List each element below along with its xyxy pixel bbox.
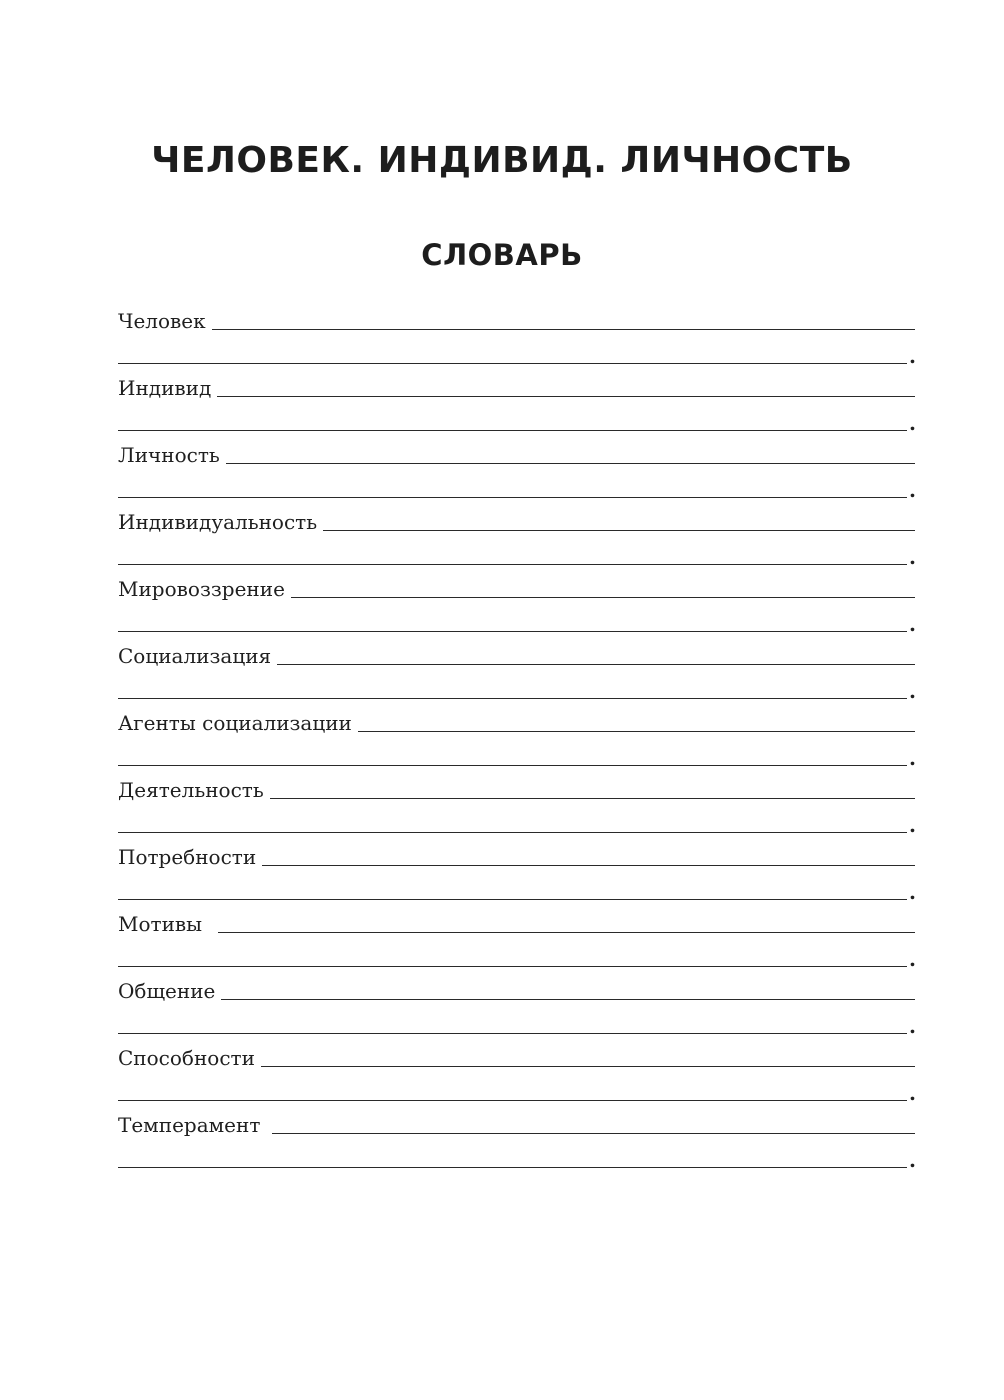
answer-blank	[261, 1066, 915, 1067]
answer-blank	[118, 1167, 907, 1168]
term-label: Потребности	[118, 845, 257, 869]
line-end-period: .	[909, 545, 916, 569]
term-line	[118, 976, 915, 1002]
answer-blank	[272, 1133, 915, 1134]
glossary-entry	[118, 507, 915, 574]
answer-blank	[118, 1033, 907, 1034]
term-line	[118, 574, 915, 600]
term-label: Мировоззрение	[118, 577, 285, 601]
answer-blank	[262, 865, 915, 866]
answer-blank	[221, 999, 915, 1000]
continuation-line	[118, 876, 915, 902]
term-line	[118, 909, 915, 935]
answer-blank	[218, 932, 915, 933]
term-label: Индивид	[118, 376, 212, 400]
answer-blank	[118, 1100, 907, 1101]
line-end-period: .	[909, 344, 916, 368]
term-line	[118, 306, 915, 332]
continuation-line	[118, 809, 915, 835]
term-label: Деятельность	[118, 778, 264, 802]
line-end-period: .	[909, 478, 916, 502]
continuation-line	[118, 1010, 915, 1036]
term-label: Человек	[118, 309, 206, 333]
term-label: Социализация	[118, 644, 272, 668]
continuation-line	[118, 1144, 915, 1170]
line-end-period: .	[909, 1081, 916, 1105]
section-title: СЛОВАРЬ	[421, 238, 583, 272]
line-end-period: .	[909, 1014, 916, 1038]
answer-blank	[118, 363, 907, 364]
line-end-period: .	[909, 1148, 916, 1172]
glossary-entry	[118, 373, 915, 440]
continuation-line	[118, 340, 915, 366]
answer-blank	[217, 396, 915, 397]
answer-blank	[226, 463, 915, 464]
glossary-list	[118, 306, 915, 1177]
answer-blank	[118, 966, 907, 967]
glossary-entry	[118, 1043, 915, 1110]
term-line	[118, 842, 915, 868]
page-title: ЧЕЛОВЕК. ИНДИВИД. ЛИЧНОСТЬ	[151, 140, 853, 181]
term-label: Мотивы	[118, 912, 203, 936]
line-end-period: .	[909, 612, 916, 636]
answer-blank	[118, 899, 907, 900]
continuation-line	[118, 608, 915, 634]
continuation-line	[118, 742, 915, 768]
continuation-line	[118, 474, 915, 500]
answer-blank	[118, 430, 907, 431]
answer-blank	[277, 664, 915, 665]
continuation-line	[118, 943, 915, 969]
answer-blank	[291, 597, 915, 598]
line-end-period: .	[909, 411, 916, 435]
term-label: Агенты социализации	[118, 711, 352, 735]
answer-blank	[118, 698, 907, 699]
term-line	[118, 440, 915, 466]
glossary-entry	[118, 842, 915, 909]
answer-blank	[358, 731, 915, 732]
glossary-entry	[118, 306, 915, 373]
term-line	[118, 708, 915, 734]
glossary-entry	[118, 641, 915, 708]
line-end-period: .	[909, 746, 916, 770]
glossary-entry	[118, 976, 915, 1043]
term-line	[118, 507, 915, 533]
term-line	[118, 641, 915, 667]
line-end-period: .	[909, 813, 916, 837]
term-label: Общение	[118, 979, 216, 1003]
glossary-entry	[118, 1110, 915, 1177]
line-end-period: .	[909, 679, 916, 703]
continuation-line	[118, 407, 915, 433]
glossary-entry	[118, 909, 915, 976]
answer-blank	[270, 798, 915, 799]
line-end-period: .	[909, 880, 916, 904]
term-label: Способности	[118, 1046, 255, 1070]
answer-blank	[118, 832, 907, 833]
glossary-entry	[118, 574, 915, 641]
answer-blank	[118, 765, 907, 766]
answer-blank	[118, 631, 907, 632]
term-label: Личность	[118, 443, 220, 467]
term-line	[118, 1110, 915, 1136]
answer-blank	[212, 329, 915, 330]
continuation-line	[118, 1077, 915, 1103]
answer-blank	[118, 497, 907, 498]
term-label: Темперамент	[118, 1113, 261, 1137]
answer-blank	[323, 530, 915, 531]
line-end-period: .	[909, 947, 916, 971]
term-line	[118, 1043, 915, 1069]
term-label: Индивидуальность	[118, 510, 318, 534]
term-line	[118, 775, 915, 801]
continuation-line	[118, 675, 915, 701]
glossary-entry	[118, 708, 915, 775]
glossary-entry	[118, 775, 915, 842]
glossary-entry	[118, 440, 915, 507]
term-line	[118, 373, 915, 399]
answer-blank	[118, 564, 907, 565]
continuation-line	[118, 541, 915, 567]
